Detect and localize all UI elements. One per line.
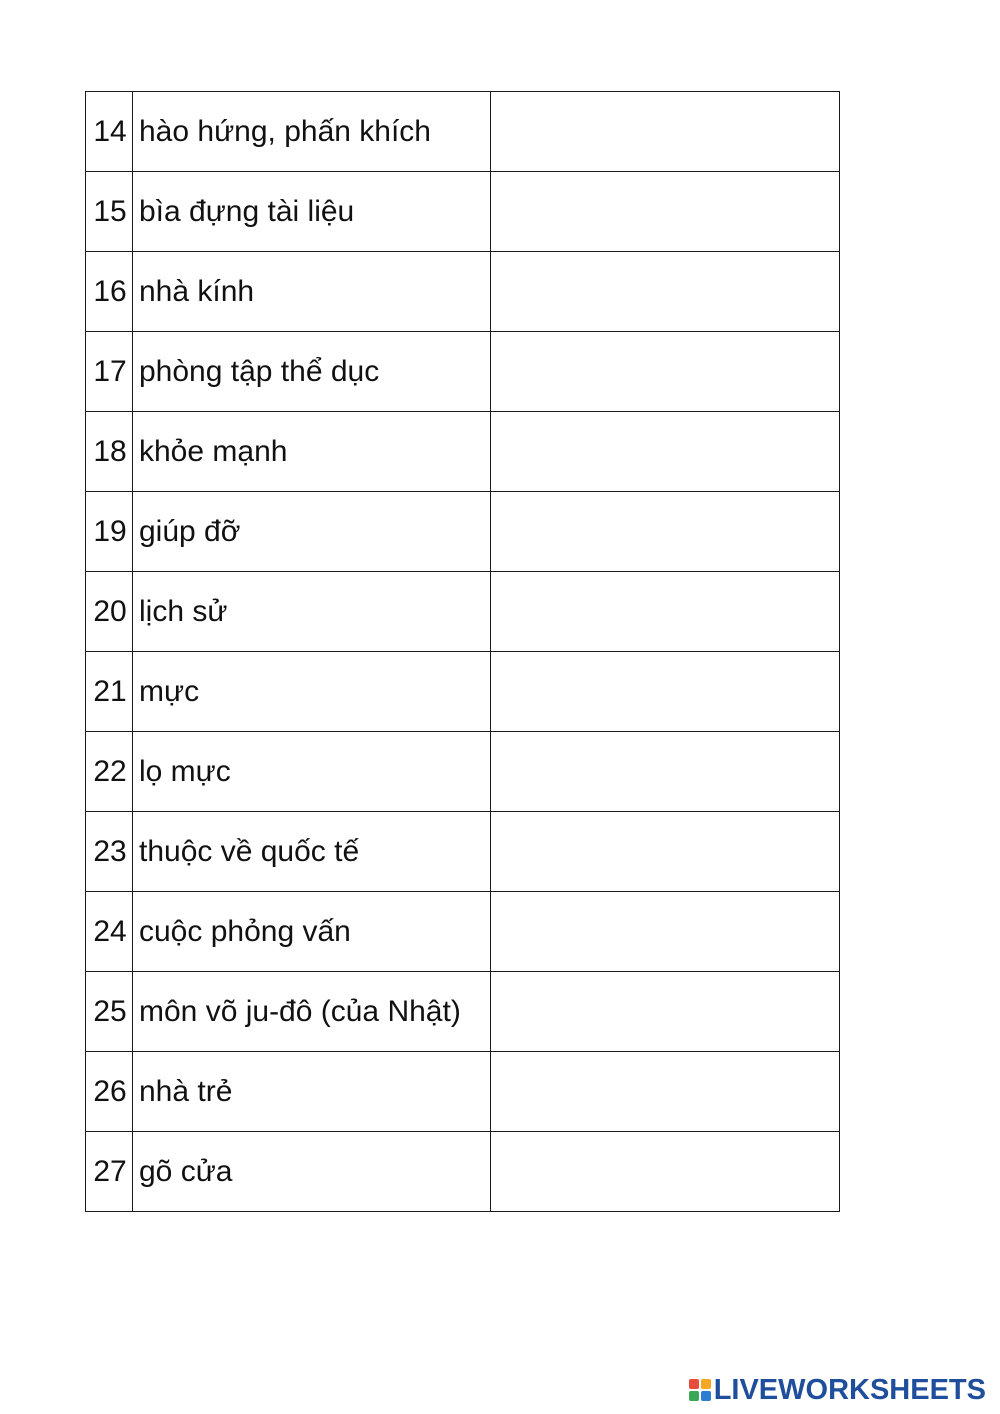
answer-input[interactable] (491, 892, 839, 971)
table-row (86, 812, 840, 892)
vietnamese-word: giúp đỡ (133, 492, 491, 572)
brand-name: LIVEWORKSHEETS (713, 1374, 986, 1406)
answer-input[interactable] (491, 1132, 839, 1211)
row-number: 22 (86, 732, 133, 812)
row-number: 17 (86, 332, 133, 412)
logo-square-4 (701, 1391, 711, 1401)
table-row (86, 732, 840, 812)
answer-input[interactable] (491, 572, 839, 651)
vietnamese-word: phòng tập thể dục (133, 332, 491, 412)
liveworksheets-logo-icon (689, 1379, 711, 1401)
table-row (86, 1132, 840, 1212)
answer-input[interactable] (491, 732, 839, 811)
vietnamese-word: khỏe mạnh (133, 412, 491, 492)
vietnamese-word: bìa đựng tài liệu (133, 172, 491, 252)
answer-cell[interactable] (491, 412, 840, 492)
vietnamese-word: gõ cửa (133, 1132, 491, 1212)
answer-cell[interactable] (491, 732, 840, 812)
row-number: 27 (86, 1132, 133, 1212)
answer-input[interactable] (491, 812, 839, 891)
row-number: 23 (86, 812, 133, 892)
answer-cell[interactable] (491, 92, 840, 172)
answer-cell[interactable] (491, 652, 840, 732)
vietnamese-word: mực (133, 652, 491, 732)
answer-input[interactable] (491, 652, 839, 731)
answer-input[interactable] (491, 92, 839, 171)
row-number: 21 (86, 652, 133, 732)
answer-cell[interactable] (491, 572, 840, 652)
row-number: 15 (86, 172, 133, 252)
answer-input[interactable] (491, 252, 839, 331)
vietnamese-word: nhà kính (133, 252, 491, 332)
logo-square-1 (689, 1379, 699, 1389)
row-number: 16 (86, 252, 133, 332)
row-number: 24 (86, 892, 133, 972)
row-number: 25 (86, 972, 133, 1052)
answer-cell[interactable] (491, 1132, 840, 1212)
vietnamese-word: nhà trẻ (133, 1052, 491, 1132)
answer-cell[interactable] (491, 1052, 840, 1132)
row-number: 20 (86, 572, 133, 652)
answer-cell[interactable] (491, 892, 840, 972)
logo-square-3 (689, 1391, 699, 1401)
table-row (86, 412, 840, 492)
answer-input[interactable] (491, 1052, 839, 1131)
vietnamese-word: thuộc về quốc tế (133, 812, 491, 892)
row-number: 14 (86, 92, 133, 172)
row-number: 18 (86, 412, 133, 492)
vietnamese-word: lọ mực (133, 732, 491, 812)
vietnamese-word: cuộc phỏng vấn (133, 892, 491, 972)
answer-input[interactable] (491, 332, 839, 411)
table-row (86, 332, 840, 412)
table-row (86, 492, 840, 572)
answer-input[interactable] (491, 492, 839, 571)
table-row (86, 892, 840, 972)
answer-cell[interactable] (491, 492, 840, 572)
table-row (86, 252, 840, 332)
logo-square-2 (701, 1379, 711, 1389)
liveworksheets-brand (689, 1372, 986, 1408)
vocabulary-table (85, 91, 840, 1212)
vocabulary-table-body (86, 92, 840, 1212)
table-row (86, 172, 840, 252)
answer-input[interactable] (491, 412, 839, 491)
table-row (86, 92, 840, 172)
table-row (86, 652, 840, 732)
answer-cell[interactable] (491, 172, 840, 252)
answer-cell[interactable] (491, 332, 840, 412)
row-number: 19 (86, 492, 133, 572)
table-row (86, 1052, 840, 1132)
vietnamese-word: lịch sử (133, 572, 491, 652)
answer-input[interactable] (491, 172, 839, 251)
answer-cell[interactable] (491, 972, 840, 1052)
answer-cell[interactable] (491, 812, 840, 892)
answer-cell[interactable] (491, 252, 840, 332)
table-row (86, 572, 840, 652)
table-row (86, 972, 840, 1052)
vietnamese-word: môn võ ju-đô (của Nhật) (133, 972, 491, 1052)
vietnamese-word: hào hứng, phấn khích (133, 92, 491, 172)
answer-input[interactable] (491, 972, 839, 1051)
row-number: 26 (86, 1052, 133, 1132)
